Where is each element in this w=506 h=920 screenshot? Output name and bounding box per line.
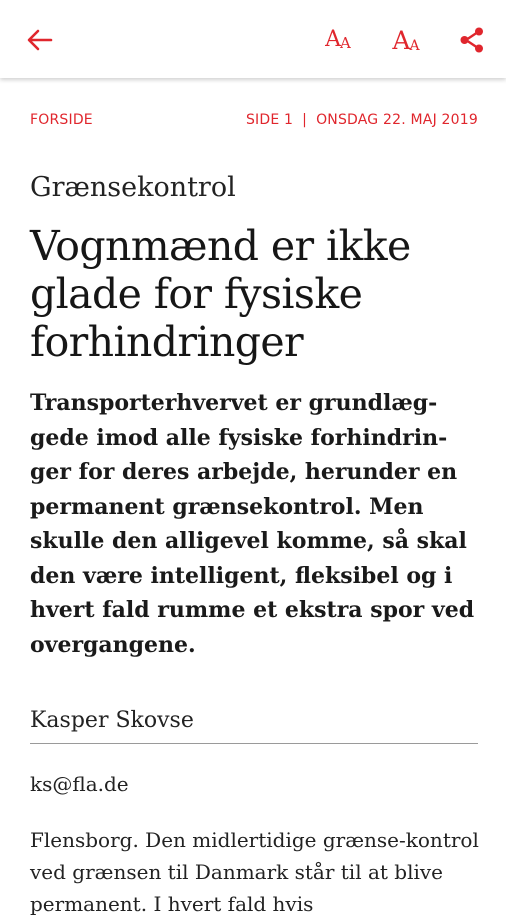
author-email[interactable]: ks@fla.de bbox=[30, 772, 129, 796]
font-size-large-icon: A A bbox=[392, 25, 420, 55]
decrease-font-button[interactable] bbox=[316, 20, 360, 60]
article-kicker: Grænsekontrol bbox=[30, 172, 236, 203]
page-date bbox=[246, 112, 478, 128]
app-toolbar bbox=[0, 0, 506, 78]
arrow-left-icon bbox=[27, 29, 53, 51]
increase-font-button[interactable] bbox=[384, 20, 428, 60]
publication-date: ONSDAG 22. MAJ 2019 bbox=[316, 112, 478, 128]
back-button[interactable] bbox=[18, 20, 62, 60]
article-author: Kasper Skovse bbox=[30, 708, 478, 744]
section-label[interactable]: FORSIDE bbox=[30, 112, 93, 128]
share-button[interactable] bbox=[450, 20, 494, 60]
article-headline: Vognmænd er ikke glade for fysiske forhindringer bbox=[30, 222, 411, 366]
share-icon bbox=[458, 26, 486, 54]
article-lead: Transporterhvervet er grundlæg-gede imod alle fysiske forhindrin-ger for deres arbejde, herunder en permanent grænsekontrol. Men skulle den alligevel komme, så skal den være intelligent, fleksibel og i hvert fald rumme et ekstra spor ved overgangene. bbox=[30, 390, 475, 658]
font-size-small-icon: A A bbox=[325, 27, 351, 52]
article-body: Flensborg. Den midlertidige grænse-kontrol ved grænsen til Danmark står til at blive permanent. I hvert fald hvis bbox=[30, 828, 479, 916]
meta-separator: | bbox=[302, 112, 308, 128]
article-meta bbox=[30, 112, 478, 132]
page-number: SIDE 1 bbox=[245, 112, 294, 128]
